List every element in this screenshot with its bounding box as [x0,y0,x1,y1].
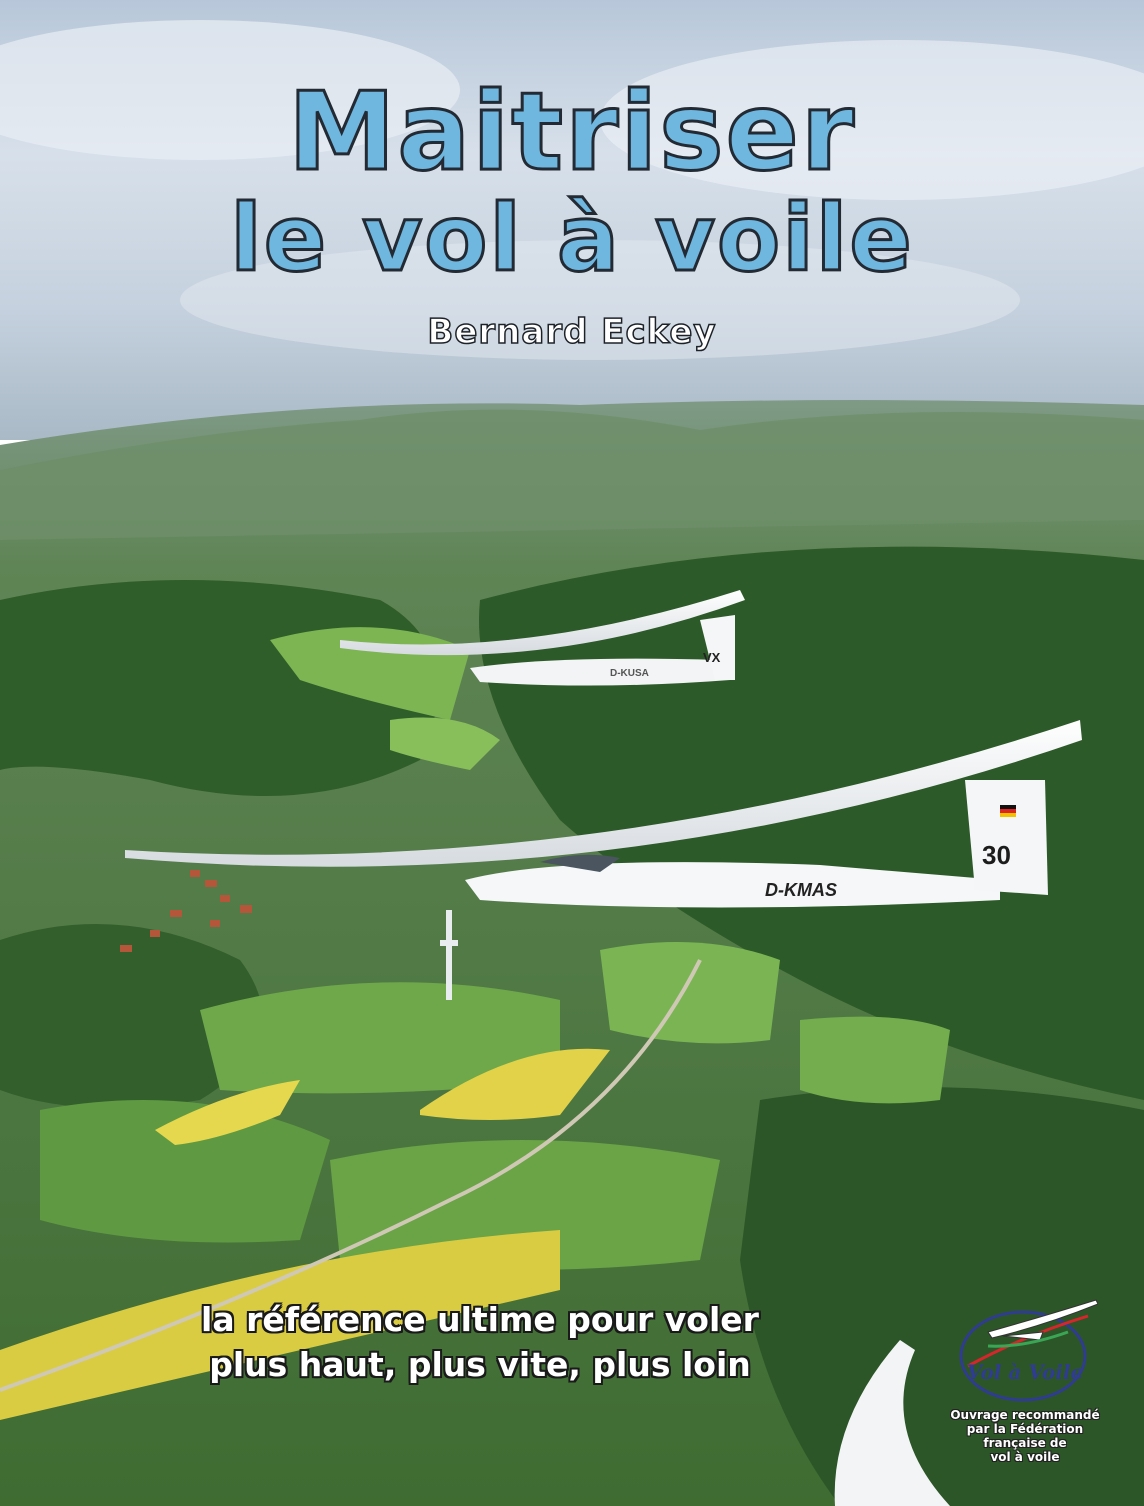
logo-caption-line: par la Fédération [966,1422,1084,1436]
rear-glider-number: VX [703,650,721,665]
logo-caption [940,1408,1110,1464]
glider-emblem-icon [948,1296,1098,1406]
rear-glider-registration: D-KUSA [610,668,649,679]
title-line-1: Maitriser [287,70,857,195]
tagline-line-1: la référence ultime pour voler [201,1300,759,1339]
logo-caption-line: Ouvrage recommandé [950,1408,1100,1422]
front-glider-number: 30 [982,840,1011,870]
title-line-2: le vol à voile [230,185,914,292]
ffvv-logo [940,1296,1110,1496]
logo-wordmark: Vol à Voile [966,1360,1084,1384]
author-name: Bernard Eckey [427,312,717,352]
logo-caption-line: vol à voile [990,1450,1060,1464]
tagline-line-2: plus haut, plus vite, plus loin [209,1345,751,1384]
front-glider-registration: D-KMAS [765,880,837,900]
logo-caption-line: française de [983,1436,1067,1450]
